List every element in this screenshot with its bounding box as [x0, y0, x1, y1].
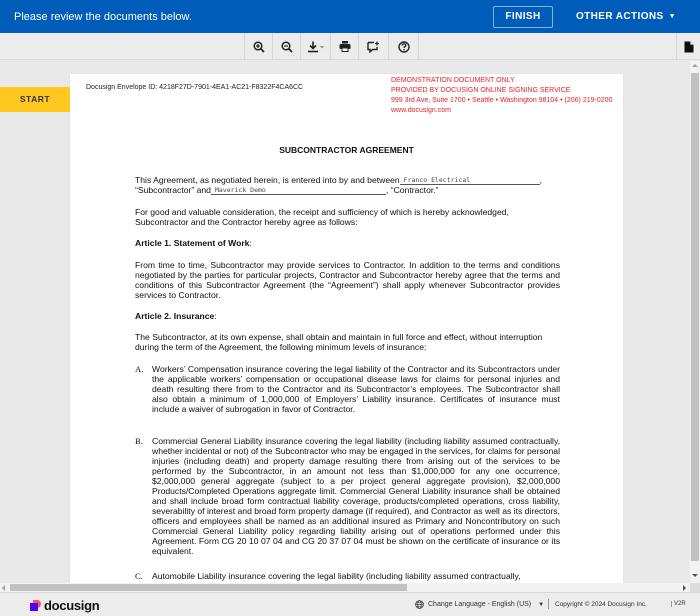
help-icon: [398, 41, 410, 53]
article-2-text: The Subcontractor, at its own expense, shall obtain and maintain in full force and effect, without interruption during the term of the Agreement, the following minimum levels of insurance:: [135, 332, 543, 352]
document-page: [70, 74, 623, 583]
demo-header-line: 999 3rd Ave, Suite 1700 • Seattle • Washington 98104 • (206) 219-0200: [391, 97, 613, 104]
intro-text: ,: [539, 175, 543, 185]
intro-text: , “Contractor.”: [385, 185, 439, 195]
top-banner: [0, 0, 700, 33]
zoom-out-icon: [281, 41, 293, 53]
article-1-text: From time to time, Subcontractor may provide services to Contractor. In addition to the terms and conditions negotiated by the parties for particular projects, Contractor and Subcontractor hereby agree that the terms and conditions of this Subcontractor Agreement (the “Agreement”) shall apply whenever Subcontractor provides services to Contractor.: [135, 260, 560, 300]
download-button[interactable]: [301, 33, 331, 60]
globe-icon: [415, 600, 424, 609]
scroll-right-arrow-icon[interactable]: [683, 585, 686, 591]
download-icon: [307, 41, 325, 53]
docusign-logo-icon: [30, 600, 41, 611]
article-2-heading: [135, 311, 560, 321]
intro-paragraph: [135, 175, 565, 195]
scroll-up-arrow-icon[interactable]: [692, 64, 698, 67]
other-actions-menu[interactable]: [576, 11, 676, 22]
demo-header-line: www.docusign.com: [391, 107, 451, 114]
consideration-paragraph: For good and valuable consideration, the receipt and sufficiency of which is hereby acknowledged, Subcontractor and the Contractor hereby agree as follows:: [135, 207, 509, 227]
version-label: V2R: [671, 601, 686, 607]
help-button[interactable]: [389, 33, 419, 60]
docusign-logo: [30, 598, 99, 613]
colon: :: [249, 238, 252, 248]
document-toolbar: [0, 33, 700, 60]
other-actions-label: OTHER ACTIONS: [576, 11, 664, 22]
horizontal-scrollbar[interactable]: [0, 583, 690, 592]
vertical-scrollbar[interactable]: [690, 61, 700, 583]
scroll-down-arrow-icon[interactable]: [692, 574, 698, 577]
zoom-in-icon: [253, 41, 265, 53]
document-title: SUBCONTRACTOR AGREEMENT: [279, 145, 414, 155]
vertical-scroll-thumb[interactable]: [691, 73, 699, 561]
insurance-item-b: [135, 436, 560, 556]
document-panel-button[interactable]: [676, 33, 700, 60]
banner-message: Please review the documents below.: [14, 11, 192, 23]
comment-add-icon: [367, 41, 380, 53]
demo-header: [391, 76, 612, 116]
print-icon: [339, 41, 351, 52]
zoom-in-button[interactable]: [245, 33, 273, 60]
caret-down-icon: ▼: [668, 13, 676, 20]
item-marker: A.: [135, 364, 144, 374]
colon: :: [214, 311, 217, 321]
demo-header-line: PROVIDED BY DOCUSIGN ONLINE SIGNING SERVICE: [391, 87, 571, 94]
footer-divider: [548, 599, 549, 609]
demo-header-line: DEMONSTRATION DOCUMENT ONLY: [391, 77, 515, 84]
article-1-heading-text: Article 1. Statement of Work: [135, 238, 250, 248]
toolbar-button-group: [244, 33, 419, 60]
intro-text: “Subcontractor” and: [135, 185, 211, 195]
change-language-menu[interactable]: [415, 600, 544, 609]
caret-down-icon: ▼: [538, 601, 545, 608]
scroll-left-arrow-icon[interactable]: [2, 585, 5, 591]
language-label: Change Language - English (US): [428, 601, 532, 608]
insurance-item-a: [135, 364, 560, 414]
item-text: Commercial General Liability insurance covering the legal liability (including liability assumed contractually, whether incidental or not) of the Subcontractor who may be engaged in the services, for claims for personal injuries (including death) and property damage resulting there from arising out of the services to be performed by the Subcontractor, in an amount not less than $1,000,000 for any one occurrence, $2,000,000 general aggregate (subject to a per project general aggregate provision), $2,000,000 Products/Completed Operations aggregate limit. Commercial General Liability insurance shall be obtained and shall include broad form contractual liability coverage, products/completed operations, cross liability, severability of interest and broad form property damage (if required), and Contractor as well as its directors, officers and employees shall be named as an additional insured as Primary and Noncontributory on such Commercial General Liability policy regarding liability arising out of operations performed under this Agreement. Form CG 20 10 07 04 and CG 20 37 07 04 must be shown on the certificate of insurance or its equivalent.: [152, 436, 560, 556]
article-1-heading: [135, 238, 560, 248]
document-icon: [684, 41, 694, 53]
document-viewer: [0, 61, 690, 583]
logo-text: docusign: [44, 598, 100, 613]
item-marker: B.: [135, 436, 143, 446]
copyright-text: Copyright © 2024 Docusign Inc.: [555, 601, 647, 608]
start-button[interactable]: START: [0, 87, 70, 112]
insurance-item-c: [135, 571, 560, 581]
item-text: Automobile Liability insurance covering the legal liability (including liability assumed contractually,: [152, 571, 521, 581]
item-text: Workers’ Compensation insurance covering the legal liability of the Contractor and its Subcontractors under the applicable workers’ compensation or occupational disease laws for claims for personal injuries and death resulting there from to the Contractor and its Subcontractor’s employees. The Subcontractor shall also obtain a minimum of 1,000,000 of Employers’ Liability insurance. Certificates of insurance must include a waiver of subrogation in favor of Contractor.: [152, 364, 560, 414]
zoom-out-button[interactable]: [273, 33, 301, 60]
contractor-name-field[interactable]: Maverick Demo: [211, 186, 386, 195]
print-button[interactable]: [331, 33, 359, 60]
article-2-heading-text: Article 2. Insurance: [135, 311, 215, 321]
scrollbar-corner: [690, 583, 700, 592]
subcontractor-name-field[interactable]: Franco Electrical: [400, 176, 540, 185]
footer: [0, 592, 700, 616]
add-comment-button[interactable]: [359, 33, 389, 60]
horizontal-scroll-thumb[interactable]: [10, 584, 407, 591]
finish-button[interactable]: FINISH: [493, 6, 553, 28]
envelope-id: Docusign Envelope ID: 4218F27D-7901-4EA1-AC21-F8322F4CA6CC: [86, 84, 304, 91]
item-marker: C.: [135, 571, 143, 581]
intro-text: This Agreement, as negotiated herein, is entered into by and between: [135, 175, 400, 185]
